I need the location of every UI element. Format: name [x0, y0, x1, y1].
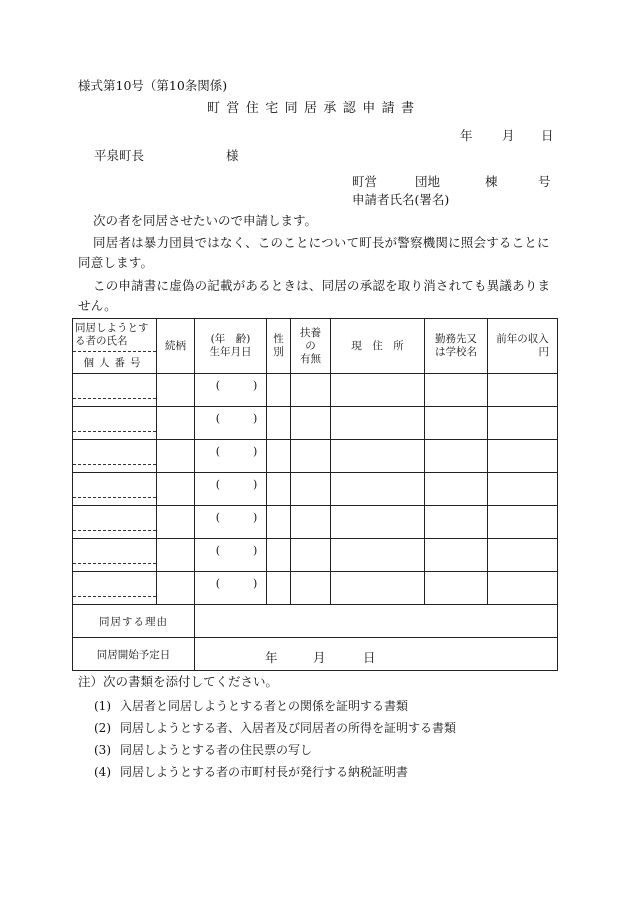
- age-input-cell[interactable]: [195, 473, 267, 506]
- header-age: [195, 319, 267, 374]
- dependent-input-cell[interactable]: [291, 374, 331, 407]
- workplace-input-cell[interactable]: [425, 374, 488, 407]
- dependent-input-cell[interactable]: [291, 473, 331, 506]
- income-input-cell[interactable]: [488, 572, 558, 605]
- relation-input-cell[interactable]: [157, 539, 195, 572]
- header-name: [73, 319, 157, 374]
- addressee-honorific: 様: [226, 148, 239, 163]
- applicant-name-label: 申請者氏名(署名): [352, 192, 450, 207]
- dependent-input-cell[interactable]: [291, 539, 331, 572]
- income-input-cell[interactable]: [488, 407, 558, 440]
- addressee: 平泉町長: [94, 148, 145, 163]
- table-row: [73, 572, 558, 605]
- name-input-cell[interactable]: [73, 407, 157, 440]
- header-name-top: 同居しようとする者の氏名: [73, 319, 156, 352]
- name-input-cell[interactable]: [73, 374, 157, 407]
- start-year: 年: [265, 650, 278, 665]
- age-input-cell[interactable]: [195, 407, 267, 440]
- dependent-input-cell[interactable]: [291, 407, 331, 440]
- header-dependent-line1: 扶養: [300, 326, 321, 339]
- name-input-cell[interactable]: [73, 572, 157, 605]
- dependent-input-cell[interactable]: [291, 572, 331, 605]
- header-sex-line2: 別: [273, 346, 284, 358]
- table-row: [73, 473, 558, 506]
- sex-input-cell[interactable]: [267, 473, 291, 506]
- header-workplace-line2: は学校名: [435, 346, 477, 358]
- start-day: 日: [363, 650, 376, 665]
- age-paren: ( ): [215, 478, 258, 491]
- note-item: [94, 697, 408, 714]
- statement-2: 同居者は暴力団員ではなく、このことについて町長が警察機関に照会することに同意します。: [78, 235, 550, 270]
- header-sex-line1: 性: [273, 333, 284, 345]
- sex-input-cell[interactable]: [267, 506, 291, 539]
- start-date-row: [73, 638, 558, 671]
- table-row: [73, 506, 558, 539]
- income-input-cell[interactable]: [488, 374, 558, 407]
- address-input-cell[interactable]: [331, 539, 425, 572]
- address-prefix: 町営: [352, 174, 378, 189]
- address-input-cell[interactable]: [331, 572, 425, 605]
- age-paren: ( ): [215, 412, 258, 425]
- header-income-line1: 前年の収入: [496, 333, 549, 345]
- age-input-cell[interactable]: [195, 440, 267, 473]
- note-text: 同居しようとする者の住民票の写し: [120, 743, 313, 757]
- header-age-line2: 生年月日: [209, 346, 252, 358]
- date-month: 月: [502, 128, 515, 143]
- date-day: 日: [541, 128, 554, 143]
- header-dependent-line3: 有無: [300, 352, 321, 365]
- relation-input-cell[interactable]: [157, 506, 195, 539]
- note-item: [94, 763, 408, 780]
- name-input-cell[interactable]: [73, 440, 157, 473]
- header-income-unit: 円: [538, 346, 549, 358]
- note-number: (3): [94, 743, 111, 757]
- sex-input-cell[interactable]: [267, 572, 291, 605]
- note-number: (2): [94, 721, 111, 735]
- header-relation: 続柄: [157, 319, 195, 374]
- header-personal-number: 個人番号: [83, 357, 146, 369]
- workplace-input-cell[interactable]: [425, 539, 488, 572]
- age-paren: ( ): [215, 379, 258, 392]
- table-row: [73, 407, 558, 440]
- header-dependent-line2: の: [305, 339, 316, 352]
- address-input-cell[interactable]: [331, 473, 425, 506]
- statement-3: この申請書に虚偽の記載があるときは、同居の承認を取り消されても異議ありません。: [78, 278, 551, 313]
- name-input-cell[interactable]: [73, 506, 157, 539]
- address-danchi: 団地: [415, 174, 441, 189]
- reason-label: 同居する理由: [73, 605, 195, 638]
- workplace-input-cell[interactable]: [425, 407, 488, 440]
- relation-input-cell[interactable]: [157, 440, 195, 473]
- address-input-cell[interactable]: [331, 506, 425, 539]
- workplace-input-cell[interactable]: [425, 440, 488, 473]
- sex-input-cell[interactable]: [267, 539, 291, 572]
- age-input-cell[interactable]: [195, 539, 267, 572]
- age-paren: ( ): [215, 511, 258, 524]
- relation-input-cell[interactable]: [157, 473, 195, 506]
- sex-input-cell[interactable]: [267, 374, 291, 407]
- workplace-input-cell[interactable]: [425, 473, 488, 506]
- age-paren: ( ): [215, 544, 258, 557]
- header-workplace: [425, 319, 488, 374]
- start-date-label: 同居開始予定日: [73, 638, 195, 671]
- sex-input-cell[interactable]: [267, 440, 291, 473]
- notes-intro: 注）次の書類を添付してください。: [78, 674, 279, 689]
- address-input-cell[interactable]: [331, 440, 425, 473]
- header-workplace-line1: 勤務先又: [435, 333, 477, 345]
- start-month: 月: [313, 650, 326, 665]
- relation-input-cell[interactable]: [157, 407, 195, 440]
- header-sex: [267, 319, 291, 374]
- header-age-line1: (年 齢): [210, 333, 251, 345]
- reason-input-cell[interactable]: [195, 605, 558, 638]
- table-row: [73, 539, 558, 572]
- header-income: [488, 319, 558, 374]
- header-dependent: [291, 319, 331, 374]
- table-row: [73, 374, 558, 407]
- table-header-row: [73, 319, 558, 374]
- note-text: 入居者と同居しようとする者との関係を証明する書類: [120, 699, 409, 713]
- note-item: [94, 741, 312, 758]
- address-input-cell[interactable]: [331, 374, 425, 407]
- dependent-input-cell[interactable]: [291, 440, 331, 473]
- age-input-cell[interactable]: [195, 572, 267, 605]
- age-paren: ( ): [215, 577, 258, 590]
- name-input-cell[interactable]: [73, 539, 157, 572]
- workplace-input-cell[interactable]: [425, 506, 488, 539]
- note-text: 同居しようとする者の市町村長が発行する納税証明書: [120, 765, 409, 779]
- note-number: (1): [94, 699, 111, 713]
- statement-1: 次の者を同居させたいので申請します。: [93, 213, 318, 228]
- address-building: 棟: [485, 174, 498, 189]
- note-item: [94, 719, 456, 736]
- sex-input-cell[interactable]: [267, 407, 291, 440]
- page-title: 町営住宅同居承認申請書: [207, 101, 421, 116]
- income-input-cell[interactable]: [488, 473, 558, 506]
- relation-input-cell[interactable]: [157, 374, 195, 407]
- age-input-cell[interactable]: [195, 374, 267, 407]
- age-paren: ( ): [215, 445, 258, 458]
- note-text: 同居しようとする者、入居者及び同居者の所得を証明する書類: [120, 721, 457, 735]
- relation-input-cell[interactable]: [157, 572, 195, 605]
- address-input-cell[interactable]: [331, 407, 425, 440]
- age-input-cell[interactable]: [195, 506, 267, 539]
- income-input-cell[interactable]: [488, 506, 558, 539]
- address-number: 号: [538, 174, 551, 189]
- cohabitant-table: [72, 318, 558, 671]
- reason-row: [73, 605, 558, 638]
- income-input-cell[interactable]: [488, 440, 558, 473]
- name-input-cell[interactable]: [73, 473, 157, 506]
- start-date-input-cell[interactable]: [195, 638, 558, 671]
- table-row: [73, 440, 558, 473]
- header-address: 現 住 所: [331, 319, 425, 374]
- date-year: 年: [460, 128, 473, 143]
- form-id: 様式第10号（第10条関係): [78, 78, 228, 93]
- dependent-input-cell[interactable]: [291, 506, 331, 539]
- income-input-cell[interactable]: [488, 539, 558, 572]
- workplace-input-cell[interactable]: [425, 572, 488, 605]
- note-number: (4): [94, 765, 111, 779]
